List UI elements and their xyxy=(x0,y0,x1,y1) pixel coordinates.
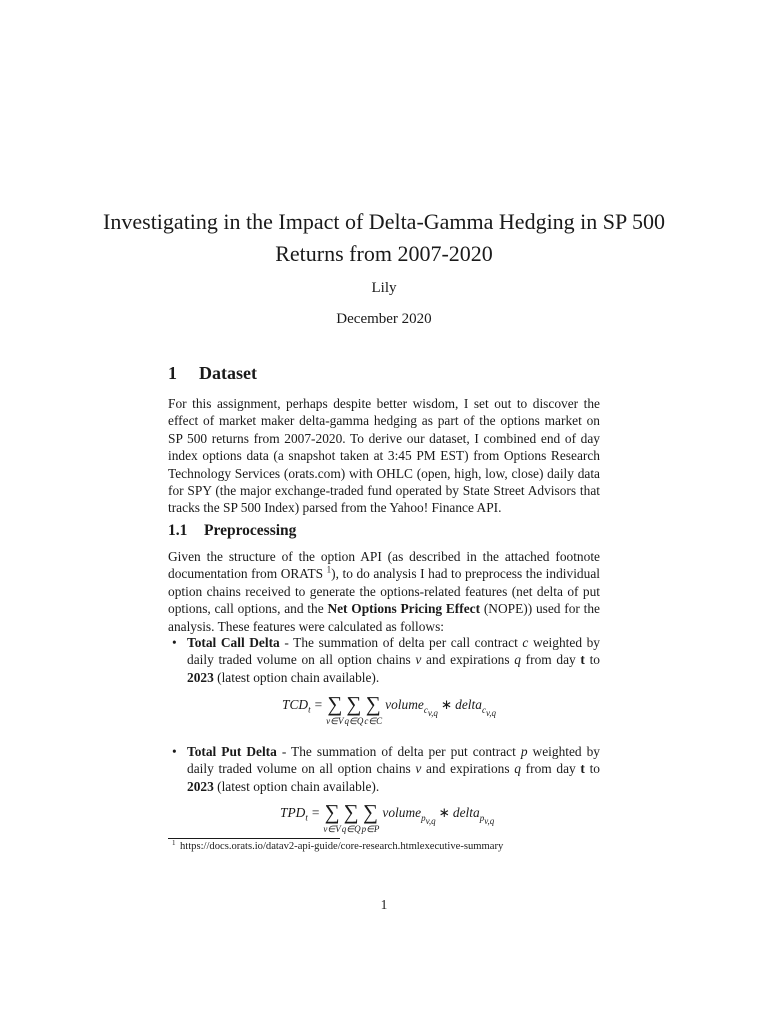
math-variable: q xyxy=(514,761,521,777)
preprocessing-paragraph xyxy=(168,548,600,635)
section-title: Dataset xyxy=(199,363,257,383)
footnote-divider xyxy=(168,838,340,839)
bold-term: Net Options Pricing Effect xyxy=(327,601,481,617)
list-item-term: Total Put Delta xyxy=(187,744,277,759)
summation-index: q∈Q xyxy=(341,824,361,834)
dataset-paragraph: For this assignment, perhaps despite better wisdom, I set out to discover the effect of market maker delta-gamma hedging as part of the options market on SP 500 returns from 2007-2020. To derive our dataset, I combined end of day index options data (a snapshot taken at 3:45 PM EST) from Options Research Technology Services (orats.com) with OHLC (open, high, low, close) daily data for SPY (the major exchange-traded fund operated by State Street Advisors that tracks the SP 500 Index) parsed from the Yahoo! Finance API. xyxy=(168,396,600,516)
multiply-operator: ∗ xyxy=(440,697,453,712)
list-item-text: - The summation of delta per put contract xyxy=(276,744,521,759)
equation-symbol: volume xyxy=(385,697,424,712)
summation xyxy=(344,692,363,726)
equation-symbol: delta xyxy=(452,805,480,820)
list-item-text: and expirations xyxy=(421,652,515,668)
summation xyxy=(364,692,382,726)
list-item-text: to xyxy=(584,761,600,777)
list-item-text: and expirations xyxy=(421,761,515,777)
equation-rhs xyxy=(382,800,494,833)
bullet-icon: • xyxy=(172,635,177,650)
list-item-term: Total Call Delta xyxy=(187,635,280,650)
subsection-title: Preprocessing xyxy=(204,522,297,539)
equation-symbol: TCD xyxy=(282,697,309,712)
bold-term: 2023 xyxy=(187,669,214,685)
list-item-total-call-delta xyxy=(172,634,601,686)
math-variable: q xyxy=(514,652,521,668)
equation-subscript: t xyxy=(308,704,311,715)
equation-rhs xyxy=(385,692,496,725)
sigma-icon: ∑ xyxy=(365,692,381,716)
summation-index: p∈P xyxy=(361,824,380,834)
sigma-icon: ∑ xyxy=(343,800,359,824)
math-variable: v xyxy=(415,652,422,668)
equation-subscript: v,q xyxy=(427,707,438,718)
subsection-number: 1.1 xyxy=(168,522,188,539)
equation-lhs xyxy=(282,692,311,723)
math-variable: c xyxy=(522,635,529,650)
sigma-icon: ∑ xyxy=(327,692,343,716)
summation xyxy=(342,800,361,834)
equation-subscript: v,q xyxy=(485,707,497,718)
bold-term: 2023 xyxy=(187,778,214,794)
list-item-text: (latest option chain available). xyxy=(213,669,380,685)
equation-subscript: p xyxy=(479,812,485,823)
list-item-text: - The summation of delta per call contract xyxy=(279,635,523,650)
list-item-text: to xyxy=(584,652,600,668)
list-item-text: from day xyxy=(520,761,581,777)
bullet-icon: • xyxy=(172,744,177,759)
bold-term: t xyxy=(580,761,585,777)
paper-title: Investigating in the Impact of Delta-Gamma Hedging in SP 500 Returns from 2007-2020 xyxy=(103,209,665,266)
equation-symbol: delta xyxy=(455,697,482,712)
equation-subscript: t xyxy=(305,812,308,823)
equation-subscript: v,q xyxy=(425,815,436,826)
equals-sign: = xyxy=(311,805,320,820)
summation-index: q∈Q xyxy=(344,716,364,726)
list-item-text: weighted by daily traded volume on all option chains xyxy=(187,744,601,777)
paper-date: December 2020 xyxy=(336,311,432,327)
summation-index: c∈C xyxy=(364,716,383,726)
bold-term: t xyxy=(580,652,585,668)
section-number: 1 xyxy=(168,363,177,383)
section-heading xyxy=(168,363,257,384)
sigma-icon: ∑ xyxy=(346,692,362,716)
math-variable: v xyxy=(415,761,422,777)
equation-subscript: p xyxy=(421,812,426,823)
paragraph-text: ), to do analysis I had to preprocess the individual option chains received to generate the options-related features (net delta of put options, call options, and the xyxy=(168,566,600,617)
page-number: 1 xyxy=(380,897,388,912)
summation-index: v∈V xyxy=(326,716,344,726)
equation-subscript: c xyxy=(481,704,486,715)
footnote: 1 https://docs.orats.io/datav2-api-guide/core-research.htmlexecutive-summary xyxy=(172,839,504,852)
math-variable: p xyxy=(520,744,528,759)
equation-lhs xyxy=(280,800,308,831)
sigma-icon: ∑ xyxy=(363,800,378,824)
sigma-icon: ∑ xyxy=(324,800,340,824)
list-item-text: from day xyxy=(520,652,581,668)
equation-total-put-delta xyxy=(168,800,600,840)
footnote-link[interactable]: https://docs.orats.io/datav2-api-guide/core-research.htmlexecutive-summary xyxy=(180,841,504,852)
summation xyxy=(362,800,380,834)
equation-subscript: c xyxy=(423,704,428,715)
multiply-operator: ∗ xyxy=(438,805,450,820)
author-name: Lily xyxy=(371,280,397,296)
list-item-text: (latest option chain available). xyxy=(213,778,380,794)
paragraph-text: (NOPE)) used for the analysis. These features were calculated as follows: xyxy=(168,601,600,634)
subsection-heading xyxy=(168,522,296,540)
equation-subscript: v,q xyxy=(484,815,495,826)
equation-symbol: volume xyxy=(382,805,422,820)
summation-index: v∈V xyxy=(323,824,341,834)
summation xyxy=(326,692,343,726)
equals-sign: = xyxy=(314,697,323,712)
equation-symbol: TPD xyxy=(280,805,306,820)
footnote-ref[interactable]: 1 xyxy=(326,564,332,575)
list-item-total-put-delta xyxy=(172,743,601,795)
summation xyxy=(323,800,340,834)
paragraph-text: Given the structure of the option API (as described in the attached footnote documentation from ORATS xyxy=(168,549,600,582)
list-item-text: weighted by daily traded volume on all option chains xyxy=(187,635,601,668)
equation-total-call-delta xyxy=(168,692,600,732)
